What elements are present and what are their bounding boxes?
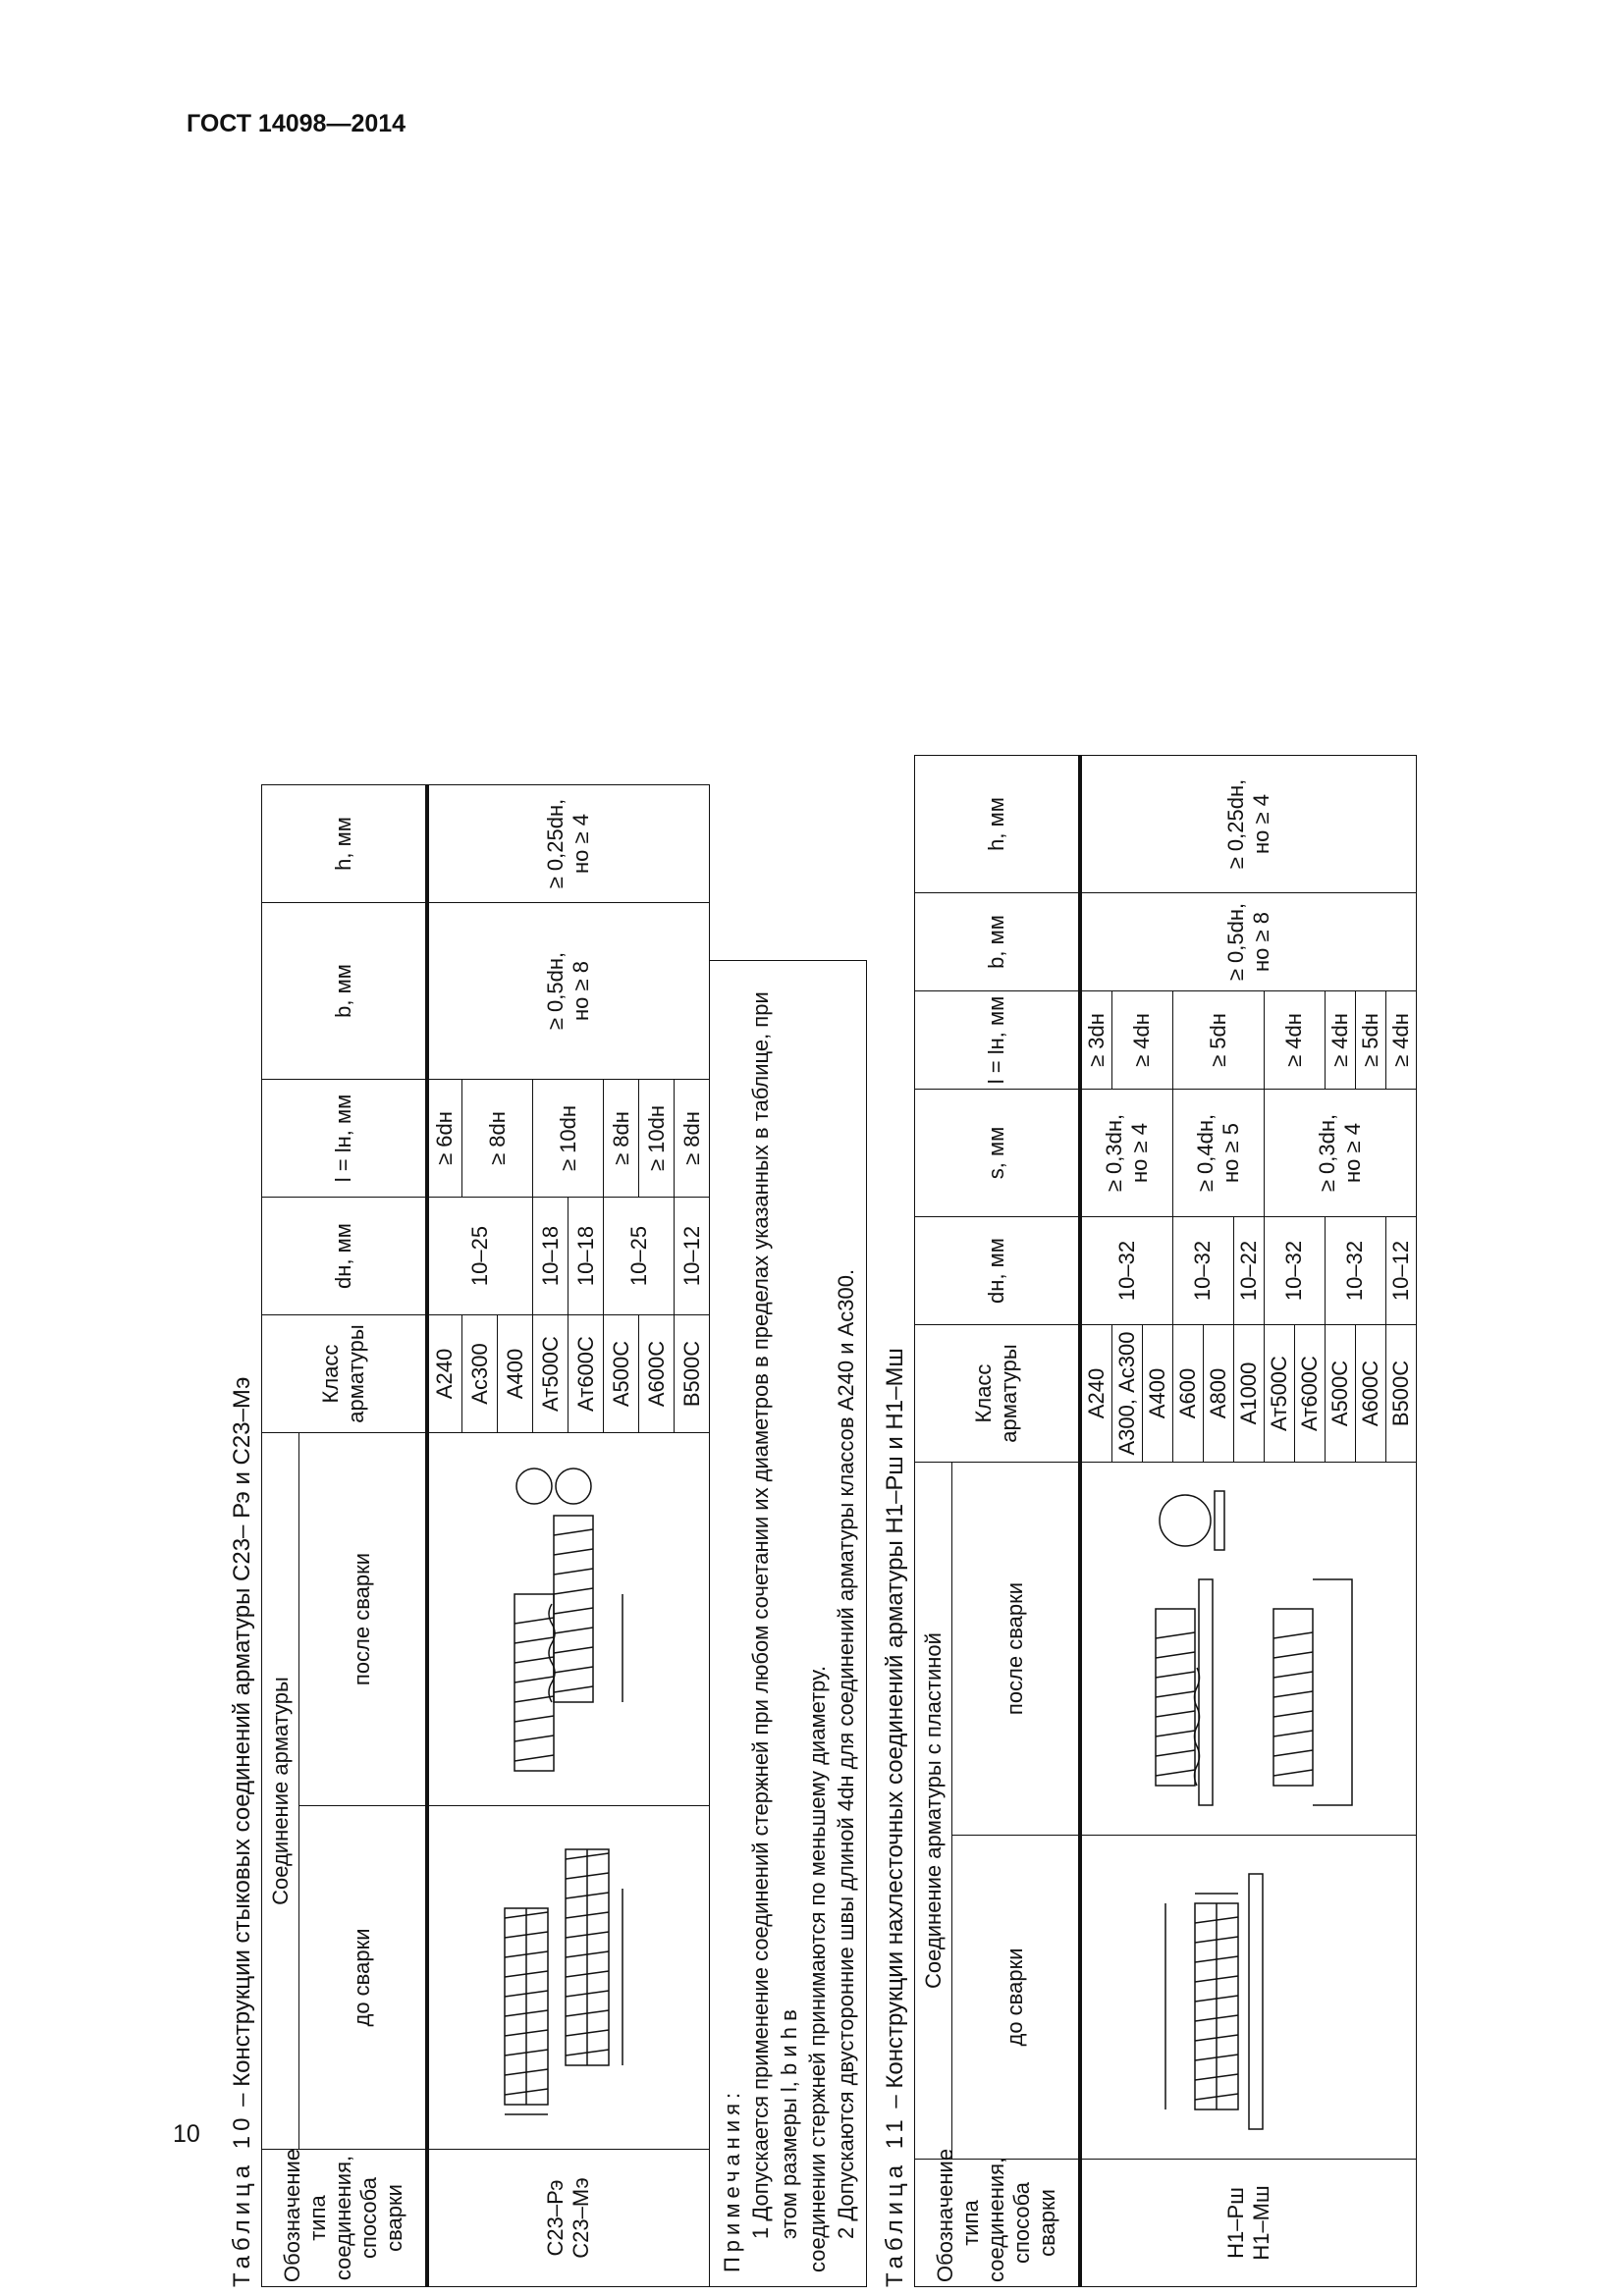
table10-caption-text: Конструкции стыковых соединений арматуры С23– Рэ и С23–Мэ <box>229 1376 255 2087</box>
table10-class-cell: А240 <box>427 1315 462 1433</box>
table11-head-d: dн, мм <box>915 1217 1080 1325</box>
table11-l-cell: ≥ 5dн <box>1355 991 1385 1090</box>
table10-l-cell: ≥ 8dн <box>462 1080 533 1198</box>
table11-d-cell: 10–32 <box>1325 1217 1385 1325</box>
table10-h-cell <box>427 785 710 903</box>
table11-head-after: после сварки <box>952 1463 1080 1836</box>
table11-l-cell: ≥ 4dн <box>1264 991 1325 1090</box>
table11-head-s: s, мм <box>915 1090 1080 1217</box>
table11-s-line: ≥ 0,4dн, <box>1192 1113 1218 1193</box>
table11-l-cell: ≥ 4dн <box>1325 991 1355 1090</box>
table10-d-cell: 10–25 <box>604 1198 675 1315</box>
table11-head-type: Обозначение типа соединения, способа сварки <box>915 2160 1080 2287</box>
table11-b-cell <box>1080 893 1417 991</box>
table11-class-cell: В500С <box>1385 1325 1416 1463</box>
table10-type-cell <box>427 2150 710 2287</box>
table11-s-line: но ≥ 4 <box>1339 1123 1365 1183</box>
table10-head-b: b, мм <box>262 903 427 1080</box>
table10-b-line-1: ≥ 0,5dн, <box>543 951 568 1031</box>
table11-d-cell: 10–32 <box>1264 1217 1325 1325</box>
table10-class-cell: Ат600С <box>568 1315 604 1433</box>
table11-class-cell: А300, Ас300 <box>1111 1325 1142 1463</box>
table11-s-line: но ≥ 5 <box>1218 1123 1243 1183</box>
table10-class-cell: А400 <box>498 1315 533 1433</box>
table10-class-cell: А600С <box>639 1315 675 1433</box>
table10-head-class: Класс арматуры <box>262 1315 427 1433</box>
table10-notes <box>710 960 867 2287</box>
table11 <box>914 755 1417 2287</box>
table10-class-cell: Ас300 <box>462 1315 498 1433</box>
table10-l-cell: ≥ 6dн <box>427 1080 462 1198</box>
table10-h-line-2: но ≥ 4 <box>568 814 594 874</box>
table10-b-line-2: но ≥ 8 <box>568 961 594 1021</box>
table11-head-l: l = lн, мм <box>915 991 1080 1090</box>
notes-title: Примечания: <box>720 2087 744 2272</box>
table11-class-cell: А400 <box>1142 1325 1172 1463</box>
table11-caption-dash: – <box>882 2095 908 2109</box>
table11-s-line: ≥ 0,3dн, <box>1314 1113 1339 1193</box>
table10-d-cell: 10–12 <box>675 1198 710 1315</box>
rotated-page-content <box>228 167 1622 2287</box>
table10-before-figure-cell <box>427 1806 710 2150</box>
table11-class-cell: А500С <box>1325 1325 1355 1463</box>
table10-caption <box>228 167 261 2287</box>
table10-d-cell: 10–18 <box>568 1198 604 1315</box>
table10-head-after: после сварки <box>299 1433 427 1806</box>
table11-l-cell: ≥ 3dн <box>1080 991 1112 1090</box>
table10 <box>261 784 710 2287</box>
rebar-lap-before-welding-figure <box>1116 1855 1381 2140</box>
table11-class-cell: Ат500С <box>1264 1325 1294 1463</box>
table11-l-cell: ≥ 5dн <box>1172 991 1264 1090</box>
note-1-line-2: соединении стержней принимаются по меньшему диаметру. <box>805 1665 830 2272</box>
table11-class-cell: А600С <box>1355 1325 1385 1463</box>
table11-s-cell <box>1264 1090 1416 1217</box>
table10-head-before: до сварки <box>299 1806 427 2150</box>
table10-caption-prefix: Таблица 10 <box>229 2112 255 2287</box>
table11-h-cell <box>1080 756 1417 893</box>
table11-l-cell: ≥ 4dн <box>1111 991 1172 1090</box>
table11-l-cell: ≥ 4dн <box>1385 991 1416 1090</box>
table11-caption <box>881 167 914 2287</box>
table11-type-2: Н1–Мш <box>1248 2185 1273 2261</box>
table11-after-figure-cell <box>1080 1463 1417 1836</box>
document-header: ГОСТ 14098—2014 <box>187 110 406 137</box>
table10-class-cell: Ат500С <box>533 1315 568 1433</box>
table10-h-line-1: ≥ 0,25dн, <box>543 798 568 889</box>
table11-caption-text: Конструкции нахлесточных соединений арматуры Н1–Рш и Н1–Мш <box>882 1348 908 2089</box>
table11-d-cell: 10–12 <box>1385 1217 1416 1325</box>
table11-s-cell <box>1080 1090 1173 1217</box>
table10-caption-dash: – <box>229 2093 255 2107</box>
table10-l-cell: ≥ 10dн <box>533 1080 604 1198</box>
table11-type-1: Н1–Рш <box>1222 2187 1248 2259</box>
table10-type-2: С23–Мэ <box>568 2177 594 2259</box>
table11-b-line-2: но ≥ 8 <box>1248 912 1273 972</box>
table11-before-figure-cell <box>1080 1836 1417 2160</box>
table10-d-cell: 10–25 <box>427 1198 533 1315</box>
table11-b-line-1: ≥ 0,5dн, <box>1222 902 1248 982</box>
table11-caption-prefix: Таблица 11 <box>882 2114 908 2287</box>
table11-head-joint: Соединение арматуры с пластиной <box>915 1463 952 2160</box>
table11-class-cell: Ат600С <box>1294 1325 1325 1463</box>
table10-l-cell: ≥ 8dн <box>604 1080 639 1198</box>
table11-class-cell: А600 <box>1172 1325 1203 1463</box>
page-number: 10 <box>173 2120 200 2148</box>
table11-class-cell: А800 <box>1203 1325 1233 1463</box>
table11-head-b: b, мм <box>915 893 1080 991</box>
table10-head-type: Обозначение типа соединения, способа сварки <box>262 2150 427 2287</box>
table11-head-h: h, мм <box>915 756 1080 893</box>
table11-h-line-1: ≥ 0,25dн, <box>1222 778 1248 870</box>
table11-head-before: до сварки <box>952 1836 1080 2160</box>
table11-d-cell: 10–32 <box>1080 1217 1173 1325</box>
table10-head-d: dн, мм <box>262 1198 427 1315</box>
table10-head-l: l = lн, мм <box>262 1080 427 1198</box>
rebar-butt-before-welding-figure <box>475 1831 662 2125</box>
table10-type-1: С23–Рэ <box>543 2179 568 2257</box>
rebar-butt-after-welding-figure <box>475 1448 662 1791</box>
table11-type-cell <box>1080 2160 1417 2287</box>
table10-class-cell: А500С <box>604 1315 639 1433</box>
table10-after-figure-cell <box>427 1433 710 1806</box>
table10-b-cell <box>427 903 710 1080</box>
table10-l-cell: ≥ 8dн <box>675 1080 710 1198</box>
table11-head-class: Класс арматуры <box>915 1325 1080 1463</box>
table11-d-cell: 10–22 <box>1233 1217 1264 1325</box>
table10-d-cell: 10–18 <box>533 1198 568 1315</box>
table11-s-cell <box>1172 1090 1264 1217</box>
note-2: 2 Допускаются двусторонние швы длиной 4dн для соединений арматуры классов А240 и Ас300. <box>834 1268 858 2239</box>
table11-h-line-2: но ≥ 4 <box>1248 794 1273 854</box>
table10-head-h: h, мм <box>262 785 427 903</box>
table11-class-cell: А1000 <box>1233 1325 1264 1463</box>
table11-s-line: ≥ 0,3dн, <box>1101 1113 1126 1193</box>
table10-l-cell: ≥ 10dн <box>639 1080 675 1198</box>
table10-class-cell: В500С <box>675 1315 710 1433</box>
table11-s-line: но ≥ 4 <box>1126 1123 1152 1183</box>
rebar-lap-after-welding-figure <box>1116 1472 1381 1826</box>
table11-d-cell: 10–32 <box>1172 1217 1233 1325</box>
note-1-line-1: 1 Допускается применение соединений стержней при любом сочетании их диаметров в пределах указанных в таблице, при этом размеры l, b и h в <box>748 991 801 2239</box>
table10-head-joint: Соединение арматуры <box>262 1433 299 2150</box>
table11-class-cell: А240 <box>1080 1325 1112 1463</box>
